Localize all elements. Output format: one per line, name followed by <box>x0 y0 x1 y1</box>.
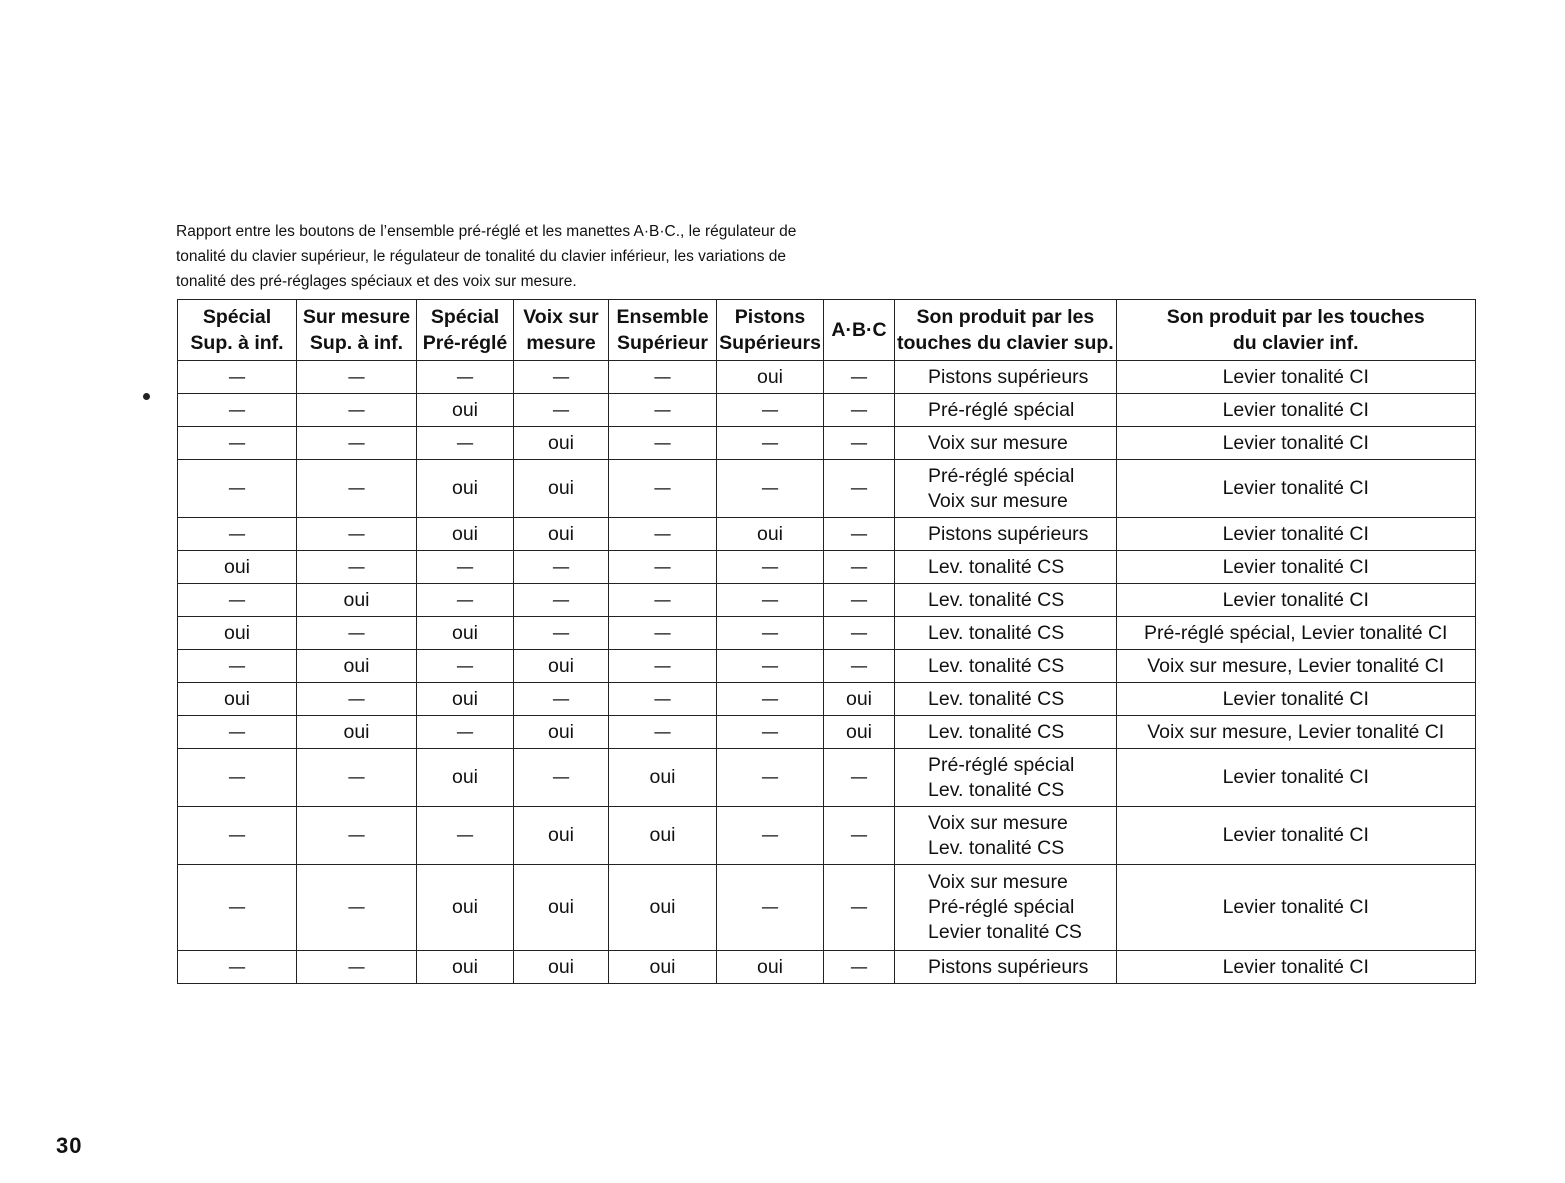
table-cell: oui <box>417 394 514 427</box>
table-cell: oui <box>178 617 297 650</box>
table-cell: — <box>417 427 514 460</box>
table-cell: oui <box>609 749 717 807</box>
table-cell: — <box>717 683 824 716</box>
sound-upper-line: Lev. tonalité CS <box>928 836 1065 859</box>
table-cell: — <box>178 427 297 460</box>
table-cell: — <box>824 865 895 951</box>
sound-upper-line: Voix sur mesure <box>928 489 1068 512</box>
intro-line-3: tonalité des pré-réglages spéciaux et des voix sur mesure. <box>176 273 577 290</box>
table-row <box>178 865 1476 951</box>
bullet-dot-icon <box>143 393 150 400</box>
table-cell: — <box>717 427 824 460</box>
sound-upper-line: Lev. tonalité CS <box>928 621 1065 644</box>
table-cell: — <box>417 584 514 617</box>
table-cell: — <box>297 518 417 551</box>
sound-upper-line: Pistons supérieurs <box>928 365 1089 388</box>
sound-upper-cell <box>895 749 1117 807</box>
table-cell: oui <box>417 617 514 650</box>
sound-upper-cell <box>895 807 1117 865</box>
table-cell: — <box>824 460 895 518</box>
table-cell: — <box>824 427 895 460</box>
table-cell: — <box>609 683 717 716</box>
table-cell: oui <box>609 951 717 984</box>
table-cell: oui <box>514 716 609 749</box>
table-cell: oui <box>417 518 514 551</box>
sound-upper-line: Lev. tonalité CS <box>928 720 1065 743</box>
sound-lower-cell: Voix sur mesure, Levier tonalité CI <box>1116 716 1475 749</box>
table-cell: — <box>297 551 417 584</box>
sound-upper-line: Lev. tonalité CS <box>928 654 1065 677</box>
header-ensemble-superieur: Ensemble Supérieur <box>609 300 717 361</box>
table-row <box>178 683 1476 716</box>
table-row <box>178 716 1476 749</box>
table-cell: — <box>824 394 895 427</box>
table-cell: — <box>178 807 297 865</box>
table-cell: oui <box>417 460 514 518</box>
table-cell: — <box>178 584 297 617</box>
table-cell: — <box>297 807 417 865</box>
header-special-preregle: Spécial Pré-réglé <box>417 300 514 361</box>
table-cell: — <box>297 427 417 460</box>
intro-line-2: tonalité du clavier supérieur, le régulateur de tonalité du clavier inférieur, les variations de <box>176 248 787 265</box>
table-cell: — <box>417 650 514 683</box>
table-cell: — <box>609 617 717 650</box>
header-row <box>178 300 1476 361</box>
intro-paragraph <box>176 219 918 294</box>
sound-lower-cell: Levier tonalité CI <box>1116 361 1475 394</box>
sound-lower-cell: Levier tonalité CI <box>1116 807 1475 865</box>
header-special-sup-inf: Spécial Sup. à inf. <box>178 300 297 361</box>
table-cell: — <box>297 361 417 394</box>
sound-upper-cell <box>895 551 1117 584</box>
table-row <box>178 584 1476 617</box>
table-cell: — <box>514 551 609 584</box>
table-cell: — <box>297 865 417 951</box>
sound-lower-cell: Levier tonalité CI <box>1116 427 1475 460</box>
table-body <box>178 361 1476 984</box>
table-cell: — <box>824 551 895 584</box>
table-cell: oui <box>717 518 824 551</box>
table-cell: — <box>297 749 417 807</box>
table-cell: oui <box>717 361 824 394</box>
sound-upper-cell <box>895 617 1117 650</box>
table-cell: — <box>178 518 297 551</box>
table-cell: — <box>417 716 514 749</box>
table-cell: — <box>609 716 717 749</box>
table-cell: oui <box>514 427 609 460</box>
table-row <box>178 460 1476 518</box>
table-cell: — <box>297 683 417 716</box>
table-row <box>178 650 1476 683</box>
sound-lower-cell: Levier tonalité CI <box>1116 749 1475 807</box>
sound-upper-line: Voix sur mesure <box>928 871 1068 893</box>
sound-upper-line: Lev. tonalité CS <box>928 588 1065 611</box>
table-cell: — <box>178 865 297 951</box>
table-cell: — <box>824 951 895 984</box>
table-cell: — <box>717 650 824 683</box>
table-cell: oui <box>417 865 514 951</box>
sound-lower-cell: Levier tonalité CI <box>1116 551 1475 584</box>
table-cell: — <box>178 460 297 518</box>
table-cell: — <box>609 518 717 551</box>
table-cell: — <box>514 361 609 394</box>
sound-upper-line: Lev. tonalité CS <box>928 555 1065 578</box>
table-cell: — <box>824 749 895 807</box>
table-cell: — <box>717 617 824 650</box>
sound-upper-line: Pré-réglé spécial <box>928 896 1075 918</box>
sound-upper-cell <box>895 650 1117 683</box>
table-cell: — <box>824 518 895 551</box>
table-cell: — <box>824 361 895 394</box>
page-number: 30 <box>56 1133 83 1158</box>
sound-lower-cell: Levier tonalité CI <box>1116 518 1475 551</box>
sound-upper-line: Voix sur mesure <box>928 431 1068 454</box>
header-voix-sur-mesure: Voix sur mesure <box>514 300 609 361</box>
table-cell: — <box>297 617 417 650</box>
sound-lower-cell: Levier tonalité CI <box>1116 951 1475 984</box>
table-cell: oui <box>297 584 417 617</box>
table-cell: — <box>178 650 297 683</box>
table-cell: — <box>609 427 717 460</box>
table-row <box>178 551 1476 584</box>
table-cell: — <box>514 617 609 650</box>
table-cell: — <box>178 951 297 984</box>
table-cell: — <box>717 749 824 807</box>
table-cell: oui <box>514 865 609 951</box>
relationship-table <box>177 299 1476 984</box>
table-row <box>178 427 1476 460</box>
table-cell: — <box>297 460 417 518</box>
table-cell: — <box>609 394 717 427</box>
table-row <box>178 749 1476 807</box>
table-cell: — <box>609 584 717 617</box>
table-cell: oui <box>824 716 895 749</box>
header-son-clavier-sup: Son produit par les touches du clavier sup. <box>895 300 1117 361</box>
sound-lower-cell: Voix sur mesure, Levier tonalité CI <box>1116 650 1475 683</box>
table-row <box>178 951 1476 984</box>
table-cell: oui <box>514 650 609 683</box>
table-cell: — <box>824 807 895 865</box>
sound-upper-cell <box>895 584 1117 617</box>
sound-upper-cell <box>895 951 1117 984</box>
sound-upper-line: Pré-réglé spécial <box>928 464 1075 487</box>
table-cell: — <box>717 807 824 865</box>
table-cell: — <box>609 650 717 683</box>
sound-upper-line: Pistons supérieurs <box>928 522 1089 545</box>
table-cell: — <box>297 951 417 984</box>
sound-upper-cell <box>895 518 1117 551</box>
table-cell: — <box>824 584 895 617</box>
sound-upper-line: Levier tonalité CS <box>928 921 1082 943</box>
table-cell: — <box>417 807 514 865</box>
table-row <box>178 807 1476 865</box>
table-cell: — <box>514 749 609 807</box>
table-cell: oui <box>178 683 297 716</box>
table-cell: — <box>717 865 824 951</box>
table-cell: oui <box>717 951 824 984</box>
table-cell: — <box>178 749 297 807</box>
table-cell: oui <box>297 716 417 749</box>
table-cell: — <box>178 361 297 394</box>
table-cell: oui <box>514 807 609 865</box>
table-cell: — <box>824 650 895 683</box>
header-abc: A·B·C <box>824 300 895 361</box>
table-row <box>178 518 1476 551</box>
sound-upper-line: Lev. tonalité CS <box>928 687 1065 710</box>
table-cell: — <box>609 460 717 518</box>
table-cell: oui <box>514 460 609 518</box>
table-cell: — <box>717 551 824 584</box>
sound-lower-cell: Levier tonalité CI <box>1116 584 1475 617</box>
table-cell: — <box>717 584 824 617</box>
sound-upper-cell <box>895 683 1117 716</box>
table-cell: — <box>717 394 824 427</box>
table-cell: oui <box>824 683 895 716</box>
table-cell: — <box>609 551 717 584</box>
table-row <box>178 617 1476 650</box>
table-cell: oui <box>297 650 417 683</box>
sound-lower-cell: Levier tonalité CI <box>1116 865 1475 951</box>
table-row <box>178 394 1476 427</box>
table-cell: oui <box>178 551 297 584</box>
table-cell: — <box>514 683 609 716</box>
sound-upper-line: Pistons supérieurs <box>928 955 1089 978</box>
table-row <box>178 361 1476 394</box>
table-cell: oui <box>514 951 609 984</box>
table-cell: oui <box>609 807 717 865</box>
sound-upper-line: Lev. tonalité CS <box>928 778 1065 801</box>
sound-upper-cell <box>895 460 1117 518</box>
header-pistons-superieurs: Pistons Supérieurs <box>717 300 824 361</box>
header-sur-mesure-sup-inf: Sur mesure Sup. à inf. <box>297 300 417 361</box>
sound-upper-line: Pré-réglé spécial <box>928 753 1075 776</box>
table-cell: — <box>609 361 717 394</box>
table-cell: — <box>297 394 417 427</box>
table-cell: oui <box>417 951 514 984</box>
sound-lower-cell: Pré-réglé spécial, Levier tonalité CI <box>1116 617 1475 650</box>
intro-line-1: Rapport entre les boutons de l’ensemble pré-réglé et les manettes A·B·C., le régulateur de <box>176 223 797 240</box>
sound-upper-cell <box>895 361 1117 394</box>
table-cell: — <box>717 716 824 749</box>
sound-lower-cell: Levier tonalité CI <box>1116 394 1475 427</box>
table-cell: — <box>514 394 609 427</box>
sound-upper-cell <box>895 716 1117 749</box>
sound-upper-cell <box>895 394 1117 427</box>
sound-upper-cell <box>895 865 1117 951</box>
table-cell: — <box>417 551 514 584</box>
table-cell: — <box>514 584 609 617</box>
table-cell: — <box>178 716 297 749</box>
table-cell: oui <box>609 865 717 951</box>
sound-upper-line: Voix sur mesure <box>928 811 1068 834</box>
table-cell: oui <box>417 749 514 807</box>
sound-upper-cell <box>895 427 1117 460</box>
table-cell: oui <box>514 518 609 551</box>
header-son-clavier-inf: Son produit par les touches du clavier inf. <box>1116 300 1475 361</box>
table-cell: — <box>824 617 895 650</box>
table-cell: — <box>717 460 824 518</box>
table-cell: — <box>178 394 297 427</box>
sound-lower-cell: Levier tonalité CI <box>1116 460 1475 518</box>
sound-lower-cell: Levier tonalité CI <box>1116 683 1475 716</box>
table-cell: oui <box>417 683 514 716</box>
table-cell: — <box>417 361 514 394</box>
sound-upper-line: Pré-réglé spécial <box>928 398 1075 421</box>
